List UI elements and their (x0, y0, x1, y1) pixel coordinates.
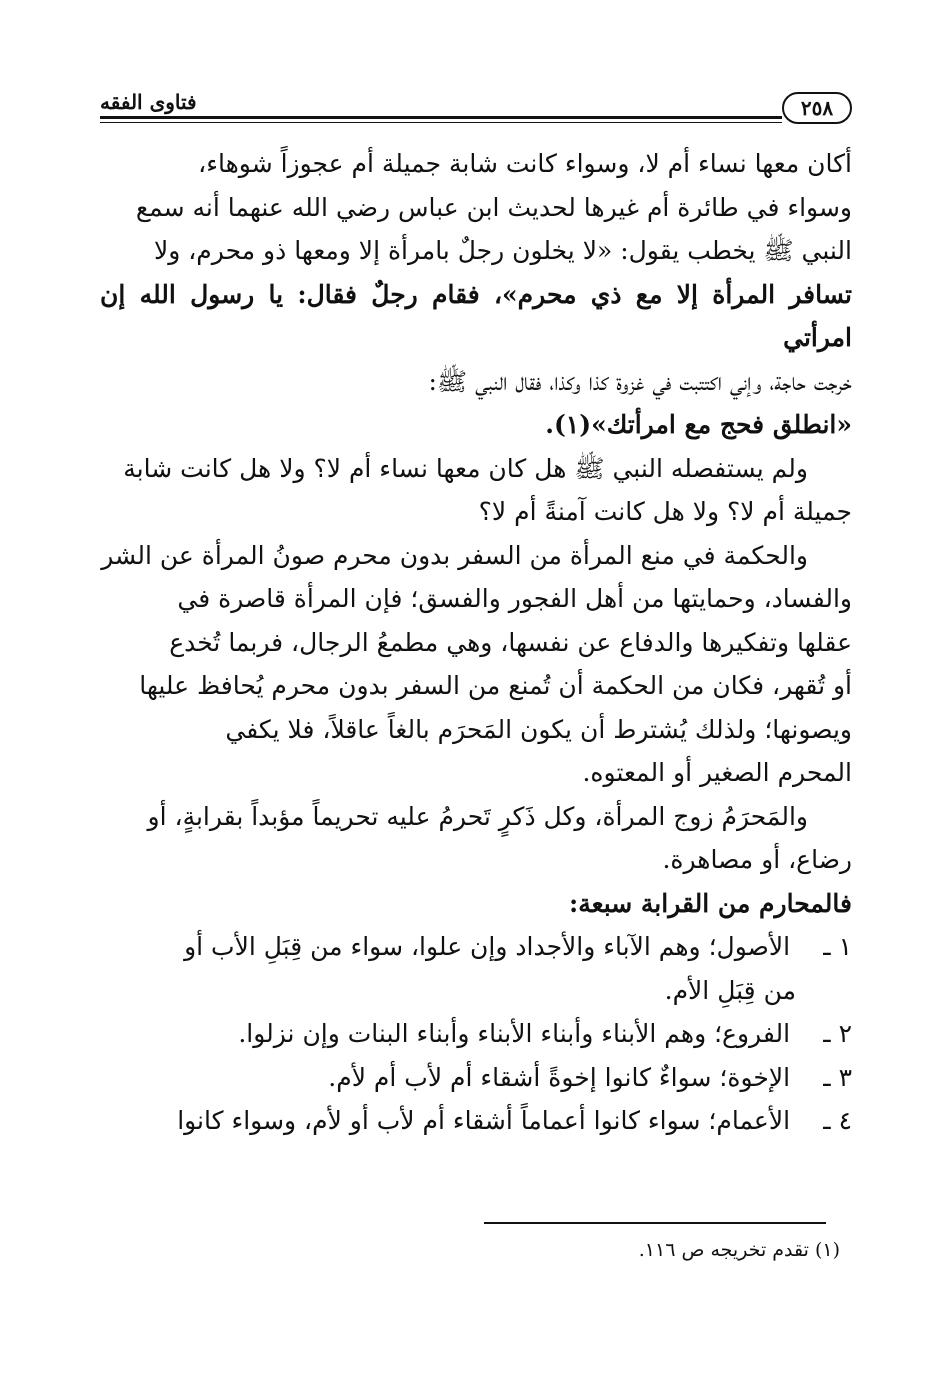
text-line: الأصول؛ وهم الآباء والأجداد وإن علوا، سواء من قِبَلِ الأب أو (184, 932, 791, 961)
text-line: خرجت حاجة، وإني اكتتبت في غزوة كذا وكذا، فقال النبي ﷺ: (428, 366, 852, 396)
list-number: ١ ـ (823, 932, 852, 961)
text-line: من قِبَلِ الأم. (664, 975, 796, 1005)
header-rule (100, 116, 782, 119)
page-header (100, 84, 852, 128)
list-item (100, 1099, 852, 1143)
main-text (100, 142, 852, 1143)
text-line: عقلها وتفكيرها والدفاع عن نفسها، وهي مطمعُ الرجال، فربما تُخدع (169, 627, 852, 657)
list-item (100, 925, 852, 1012)
list-number: ٤ ـ (823, 1106, 852, 1135)
text-line: والحكمة في منع المرأة من السفر بدون محرم صونُ المرأة عن الشر (101, 540, 808, 570)
paragraph (100, 795, 852, 882)
text-line: الأعمام؛ سواء كانوا أعماماً أشقاء أم لأب أو لأم، وسواء كانوا (177, 1106, 791, 1135)
text-line: النبي ﷺ يخطب يقول: «لا يخلون رجلٌ بامرأة إلا ومعها ذو محرم، ولا (153, 236, 852, 265)
paragraph (100, 534, 852, 795)
text-line: المحرم الصغير أو المعتوه. (582, 758, 852, 787)
book-title: فتاوى الفقه (100, 90, 197, 114)
text-line: ويصونها؛ ولذلك يُشترط أن يكون المَحرَم بالغاً عاقلاً، فلا يكفي (225, 714, 852, 744)
section-heading: فالمحارم من القرابة سبعة: (569, 888, 852, 918)
text-line: «انطلق فحج مع امرأتك»(١). (545, 410, 852, 439)
text-line: الفروع؛ وهم الأبناء وأبناء الأبناء وأبناء البنات وإن نزلوا. (238, 1019, 791, 1048)
text-line: جميلة أم لا؟ ولا هل كانت آمنةً أم لا؟ (478, 497, 852, 526)
text-line: ولم يستفصله النبي ﷺ هل كان معها نساء أم لا؟ ولا هل كانت شابة (123, 453, 808, 483)
list-item (100, 1056, 852, 1100)
text-line: تسافر المرأة إلا مع ذي محرم»، فقام رجلٌ فقال: يا رسول الله إن امرأتي (100, 279, 852, 352)
text-line: والمَحرَمُ زوج المرأة، وكل ذَكرٍ تَحرمُ عليه تحريماً مؤبداً بقرابةٍ، أو (147, 801, 808, 831)
text-line: أكان معها نساء أم لا، وسواء كانت شابة جميلة أم عجوزاً شوهاء، (198, 149, 852, 178)
paragraph (100, 447, 852, 534)
page-number-badge: ٢٥٨ (782, 92, 852, 124)
text-line: أو تُقهر، فكان من الحكمة أن تُمنع من السفر بدون محرم يُحافظ عليها (139, 671, 852, 700)
header-rule-thin (100, 122, 782, 123)
list-number: ٢ ـ (823, 1019, 852, 1048)
footnote-separator (484, 1222, 826, 1224)
footnote: (١) تقدم تخريجه ص ١١٦. (638, 1239, 840, 1261)
list-number: ٣ ـ (823, 1062, 852, 1092)
text-line: وسواء في طائرة أم غيرها لحديث ابن عباس رضي الله عنهما أنه سمع (135, 192, 852, 222)
text-line: رضاع، أو مصاهرة. (662, 845, 852, 874)
list-item (100, 1012, 852, 1056)
text-line: الإخوة؛ سواءٌ كانوا إخوةً أشقاء أم لأب أم لأم. (328, 1062, 791, 1092)
text-line: والفساد، وحمايتها من أهل الفجور والفسق؛ فإن المرأة قاصرة في (177, 584, 852, 613)
paragraph (100, 142, 852, 447)
